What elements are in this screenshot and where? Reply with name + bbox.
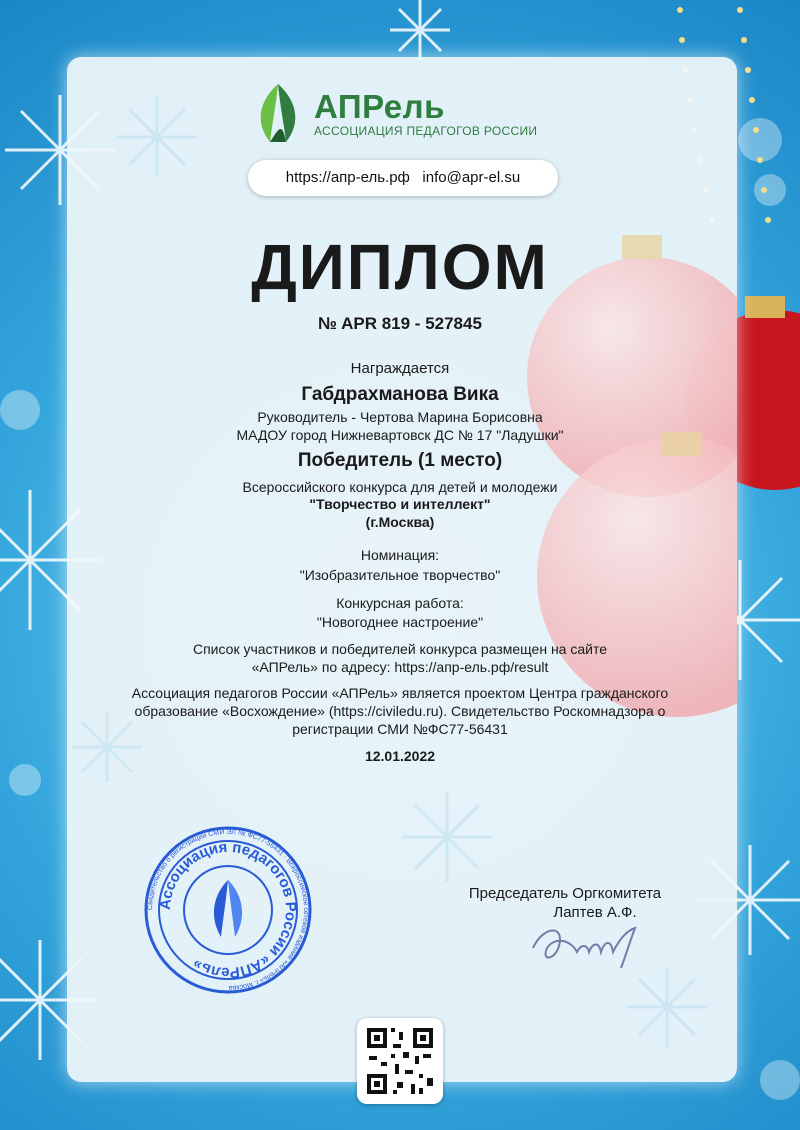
supervisor: Руководитель - Чертова Марина Борисовна (257, 409, 543, 425)
qr-code[interactable] (357, 1018, 443, 1104)
signature-block (455, 884, 675, 922)
assoc-line-3: регистрации СМИ №ФС77-56431 (292, 721, 508, 737)
contest-city: (г.Москва) (365, 514, 435, 530)
results-line-2: «АПРель» по адресу: https://апр-ель.рф/result (251, 659, 549, 675)
organization-stamp (143, 825, 313, 995)
qr-code-icon (357, 1018, 443, 1104)
assoc-line-1: Ассоциация педагогов России «АПРель» является проектом Центра гражданского (131, 685, 669, 701)
assoc-line-2: образование «Восхождение» (https://civiledu.ru). Свидетельство Роскомнадзора о (134, 703, 666, 719)
stamp-ring-text: Ассоциация педагогов России «АПРель» (156, 838, 300, 982)
work-title: "Новогоднее настроение" (316, 614, 484, 630)
recipient-name: Габдрахманова Вика (301, 384, 499, 405)
chair-name: Лаптев А.Ф. (553, 904, 637, 921)
leaf-logo-icon (248, 80, 308, 146)
contest-line: Всероссийского конкурса для детей и молодежи (242, 479, 558, 495)
work-label: Конкурсная работа: (336, 595, 464, 611)
nomination: "Изобразительное творчество" (299, 567, 501, 583)
nomination-label: Номинация: (360, 547, 440, 563)
contacts-pill (248, 160, 558, 196)
logo-subtitle: АССОЦИАЦИЯ ПЕДАГОГОВ РОССИИ (314, 124, 538, 138)
diploma-number: № APR 819 - 527845 (318, 314, 482, 333)
stamp-outer-text: Свидетельство о регистрации СМИ ЭЛ № ФС77-56431 · Всероссийское сетевое издание «АПРель» г. Москва (146, 828, 310, 992)
contest-name: "Творчество и интеллект" (309, 496, 491, 512)
svg-text:Ассоциация педагогов России «А (157, 839, 299, 981)
results-line-1: Список участников и победителей конкурса размещен на сайте (192, 641, 607, 657)
chair-position: Председатель Оргкомитета (468, 885, 662, 902)
apr-logo (248, 80, 558, 150)
handwritten-signature (525, 918, 675, 973)
place: Победитель (1 место) (297, 450, 503, 471)
awarded-label: Награждается (350, 360, 450, 377)
institution: МАДОУ город Нижневартовск ДС № 17 "Ладушки" (236, 427, 564, 443)
diploma-title: ДИПЛОМ (251, 231, 549, 303)
logo-title: АПРель (314, 88, 445, 125)
email-link[interactable]: info@apr-el.su (422, 169, 521, 186)
site-link[interactable]: https://апр-ель.рф (285, 169, 410, 186)
diploma-date: 12.01.2022 (364, 748, 436, 764)
